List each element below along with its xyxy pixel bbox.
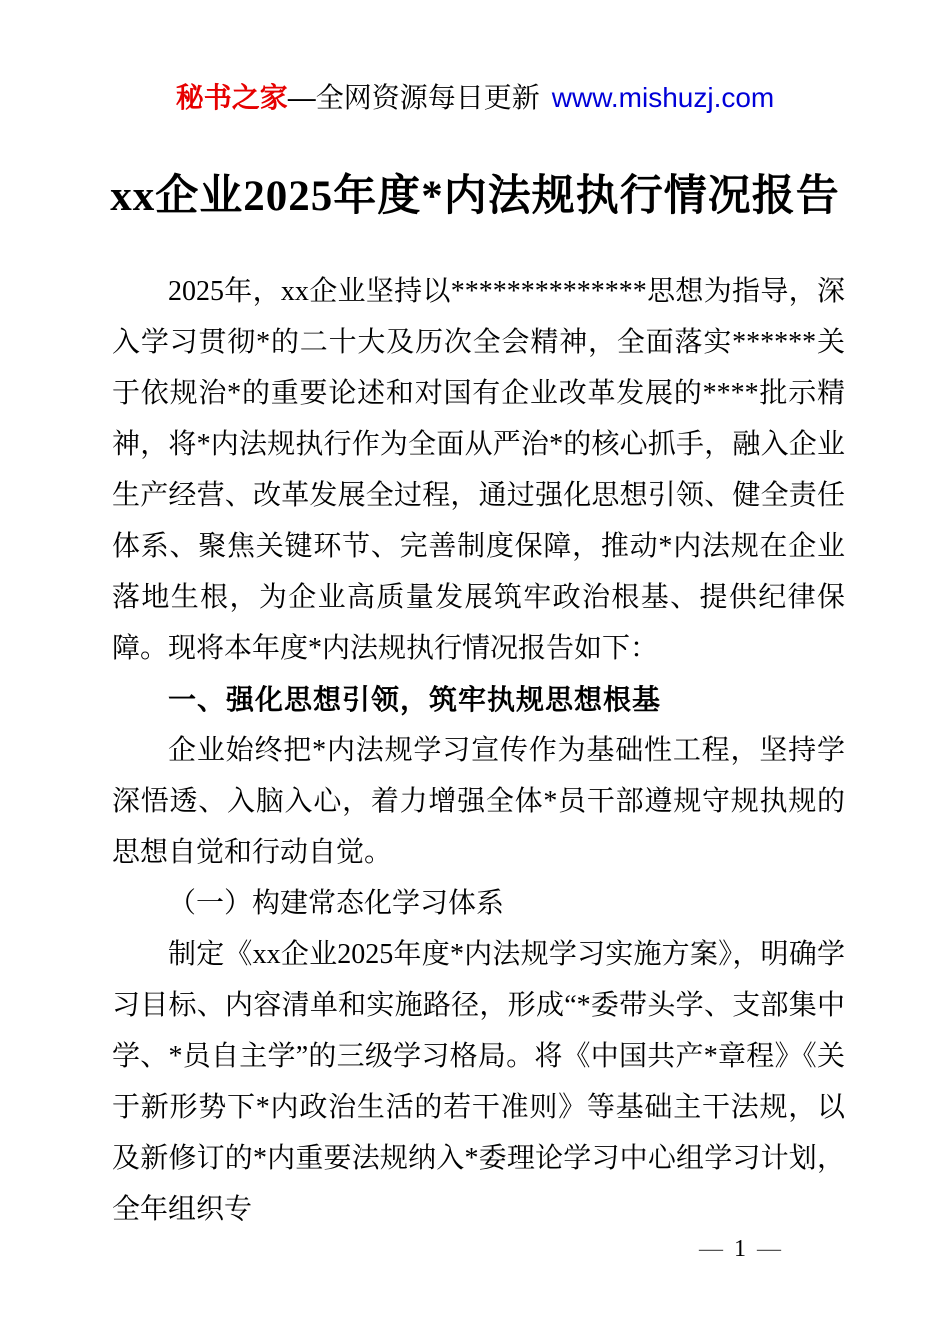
page-number [688, 1234, 792, 1264]
page-number-value: 1 [734, 1236, 746, 1262]
paragraph-intro: 2025年，xx企业坚持以**************思想为指导，深入学习贯彻*的二十大及历次全会精神，全面落实******关于依规治*的重要论述和对国有企业改革发展的****批示精神，将*内法规执行作为全面从严治*的核心抓手，融入企业生产经营、改革发展全过程，通过强化思想引领、健全责任体系、聚焦关键环节、完善制度保障，推动*内法规在企业落地生根，为企业高质量发展筑牢政治根基、提供纪律保障。现将本年度*内法规执行情况报告如下： [112, 276, 845, 664]
site-tagline: 全网资源每日更新 [315, 82, 540, 113]
page-number-dash-left: — [699, 1236, 723, 1262]
subsection-heading-one-one: （一）构建常态化学习体系 [168, 888, 505, 919]
site-header [0, 80, 950, 116]
page-number-dash-right: — [757, 1236, 781, 1262]
paragraph-section-one-intro: 企业始终把*内法规学习宣传作为基础性工程，坚持学深悟透、入脑入心，着力增强全体*员干部遵规守规执规的思想自觉和行动自觉。 [112, 735, 845, 868]
document-body [112, 266, 845, 1235]
site-url-link[interactable]: www.mishuzj.com [551, 82, 775, 113]
site-brand: 秘书之家 [175, 82, 288, 113]
header-separator: — [287, 82, 316, 113]
document-title: xx企业2025年度*内法规执行情况报告 [110, 173, 840, 220]
paragraph-subsection-one-one: 制定《xx企业2025年度*内法规学习实施方案》，明确学习目标、内容清单和实施路径，形成“*委带头学、支部集中学、*员自主学”的三级学习格局。将《中国共产*章程》《关于新形势下*内政治生活的若干准则》等基础主干法规，以及新修订的*内重要法规纳入*委理论学习中心组学习计划，全年组织专 [112, 939, 845, 1225]
section-heading-one: 一、强化思想引领，筑牢执规思想根基 [168, 684, 662, 715]
